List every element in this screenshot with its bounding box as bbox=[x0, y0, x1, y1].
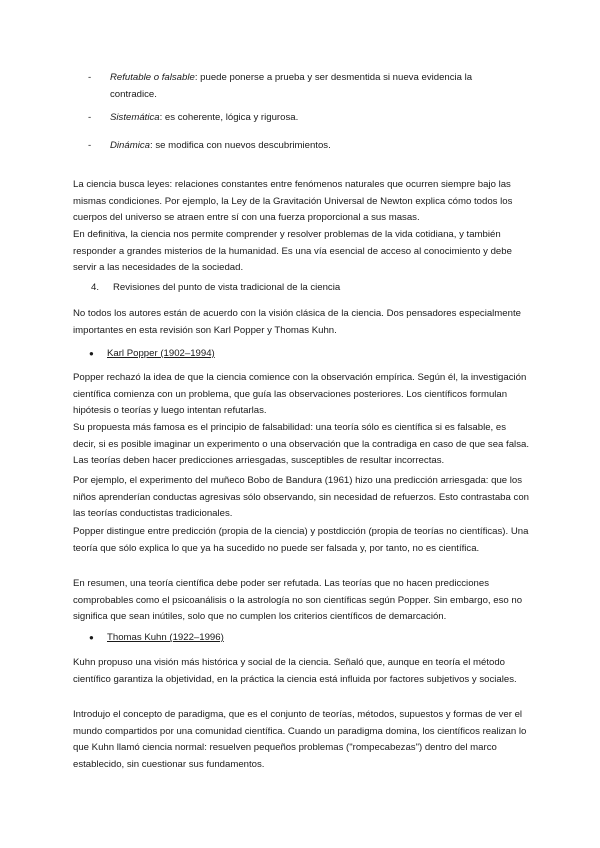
list-dash: - bbox=[88, 112, 92, 123]
list-term: Refutable o falsable bbox=[110, 72, 195, 83]
list-text: : puede ponerse a prueba y ser desmentida si nueva evidencia la contradice. bbox=[110, 72, 473, 100]
section-title: Revisiones del punto de vista tradicional de la ciencia bbox=[113, 282, 341, 293]
paragraph-popper-1: Popper rechazó la idea de que la ciencia comience con la observación empírica. Según él, la investigación científica comienza con un problema, que guía las observaciones posteriores. Los científicos formulan hipótesis o teorías y luego intentan refutarlas. bbox=[73, 372, 527, 416]
list-item-body bbox=[110, 110, 510, 127]
paragraph-leyes: La ciencia busca leyes: relaciones constantes entre fenómenos naturales que ocurren siempre bajo las mismas condiciones. Por ejemplo, la Ley de la Gravitación Universal de Newton explica cómo todos los cuerpos del universo se atraen entre sí con una fuerza proporcional a sus masas. bbox=[73, 179, 513, 223]
list-term: Sistemática bbox=[110, 112, 160, 123]
section-number: 4. bbox=[91, 282, 100, 293]
paragraph-definitiva: En definitiva, la ciencia nos permite comprender y resolver problemas de la vida cotidiana, y también responder a grandes misterios de la humanidad. Es una vía esencial de acceso al conocimiento y debe servir a las necesidades de la sociedad. bbox=[73, 229, 512, 273]
list-item-body bbox=[110, 138, 510, 155]
paragraph-popper-4: Popper distingue entre predicción (propia de la ciencia) y postdicción (propia de teorías no científicas). Una teoría que sólo explica lo que ya ha sucedido no puede ser falsada y, por tanto, no es científica. bbox=[73, 526, 529, 554]
kuhn-link[interactable]: Thomas Kuhn (1922–1996) bbox=[107, 632, 224, 643]
bullet-heading-kuhn bbox=[89, 631, 224, 645]
bullet-heading-popper bbox=[89, 347, 215, 361]
bullet-dot: ● bbox=[89, 633, 94, 642]
list-item-body bbox=[110, 70, 510, 103]
list-dash: - bbox=[88, 72, 92, 83]
popper-link[interactable]: Karl Popper (1902–1994) bbox=[107, 348, 215, 359]
list-text: : es coherente, lógica y rigurosa. bbox=[159, 112, 299, 123]
bullet-dot: ● bbox=[89, 349, 94, 358]
paragraph-popper-3: Por ejemplo, el experimento del muñeco Bobo de Bandura (1961) hizo una predicción arriesgada: que los niños aprenderían conductas agresivas sólo observando, sin necesidad de refuerzos. Esto contrastaba con las teorías conductistas tradicionales. bbox=[73, 475, 529, 519]
list-dash: - bbox=[88, 140, 92, 151]
list-term: Dinámica bbox=[110, 140, 150, 151]
paragraph-popper-5: En resumen, una teoría científica debe poder ser refutada. Las teorías que no hacen predicciones comprobables como el psicoanálisis o la astrología no son científicas según Popper. Sin embargo, eso no significa que sean inútiles, solo que no cumplen los criterios científicos de demarcación. bbox=[73, 578, 523, 622]
paragraph-kuhn-1: Kuhn propuso una visión más histórica y social de la ciencia. Señaló que, aunque en teoría el método científico garantiza la objetividad, en la práctica la ciencia está influida por factores subjetivos y sociales. bbox=[73, 657, 517, 685]
paragraph-intro: No todos los autores están de acuerdo con la visión clásica de la ciencia. Dos pensadores especialmente importantes en esta revisión son Karl Popper y Thomas Kuhn. bbox=[73, 308, 521, 336]
section-heading bbox=[91, 281, 340, 295]
paragraph-popper-2: Su propuesta más famosa es el principio de falsabilidad: una teoría sólo es científica si es falsable, es decir, si es posible imaginar un experimento o una observación que la contradiga en caso de que sea falsa. Las teorías deben hacer predicciones arriesgadas, susceptibles de resultar incorrectas. bbox=[73, 422, 529, 466]
paragraph-kuhn-2: Introdujo el concepto de paradigma, que es el conjunto de teorías, métodos, supuestos y formas de ver el mundo compartidos por una comunidad científica. Cuando un paradigma domina, los científicos realizan lo que Kuhn llamó ciencia normal: resuelven pequeños problemas ("rompecabezas") dentro del marco establecido, sin cuestionar sus fundamentos. bbox=[73, 709, 527, 770]
list-text: : se modifica con nuevos descubrimientos. bbox=[150, 140, 331, 151]
